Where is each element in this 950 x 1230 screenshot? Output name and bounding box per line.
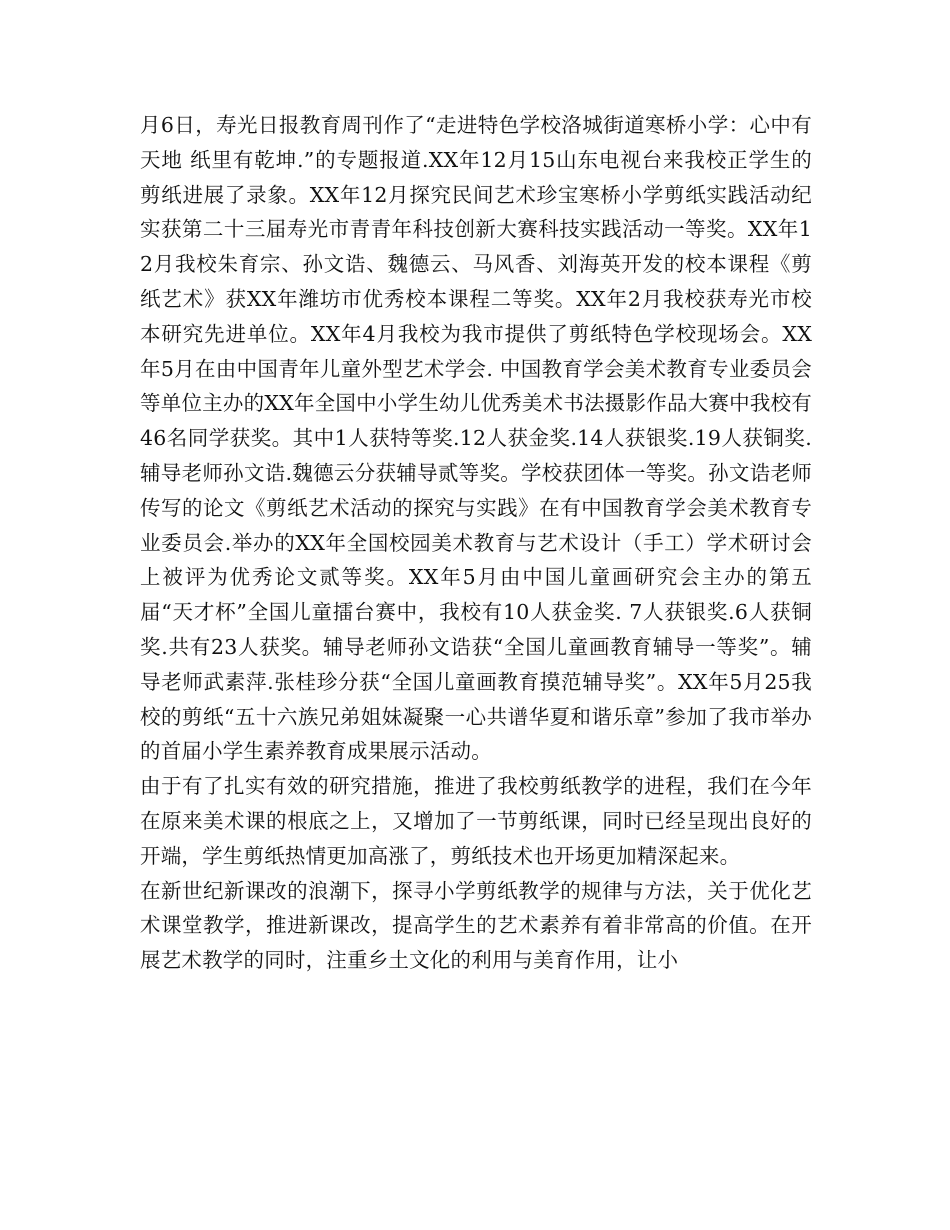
paragraph-value: 在新世纪新课改的浪潮下，探寻小学剪纸教学的规律与方法，关于优化艺术课堂教学，推进新课改，提高学生的艺术素养有着非常高的价值。在开展艺术教学的同时，注重乡土文化的利用与美育作用，让小 <box>140 878 812 973</box>
paragraph-progress: 由于有了扎实有效的研究措施，推进了我校剪纸教学的进程，我们在今年在原来美术课的根底之上，又增加了一节剪纸课，同时已经呈现出良好的开端，学生剪纸热情更加高涨了，剪纸技术也开场更加精深起来。 <box>140 774 812 868</box>
paragraph-awards: 月6日，寿光日报教育周刊作了“走进特色学校洛城街道寒桥小学：心中有天地 纸里有乾坤.”的专题报道.XX年12月15山东电视台来我校正学生的剪纸进展了录象。XX年12月探究民间艺术珍宝寒桥小学剪纸实践活动纪实获第二十三届寿光市青青年科技创新大赛科技实践活动一等奖。XX年12月我校朱育宗、孙文诰、魏德云、马风香、刘海英开发的校本课程《剪纸艺术》获XX年潍坊市优秀校本课程二等奖。XX年2月我校获寿光市校本研究先进单位。XX年4月我校为我市提供了剪纸特色学校现场会。XX年5月在由中国青年儿童外型艺术学会. 中国教育学会美术教育专业委员会等单位主办的XX年全国中小学生幼儿优秀美术书法摄影作品大赛中我校有46名同学获奖。其中1人获特等奖.12人获金奖.14人获银奖.19人获铜奖. 辅导老师孙文诰.魏德云分获辅导贰等奖。学校获团体一等奖。孙文诰老师传写的论文《剪纸艺术活动的探究与实践》在有中国教育学会美术教育专业委员会.举办的XX年全国校园美术教育与艺术设计（手工）学术研讨会上被评为优秀论文贰等奖。XX年5月由中国儿童画研究会主办的第五届“天才杯”全国儿童擂台赛中，我校有10人获金奖. 7人获银奖.6人获铜奖.共有23人获奖。辅导老师孙文诰获“全国儿童画教育辅导一等奖”。辅导老师武素萍.张桂珍分获“全国儿童画教育摸范辅导奖”。XX年5月25我校的剪纸“五十六族兄弟姐妹凝聚一心共谱华夏和谐乐章”参加了我市举办的首届小学生素养教育成果展示活动。 <box>140 113 812 764</box>
document-body <box>140 108 812 978</box>
